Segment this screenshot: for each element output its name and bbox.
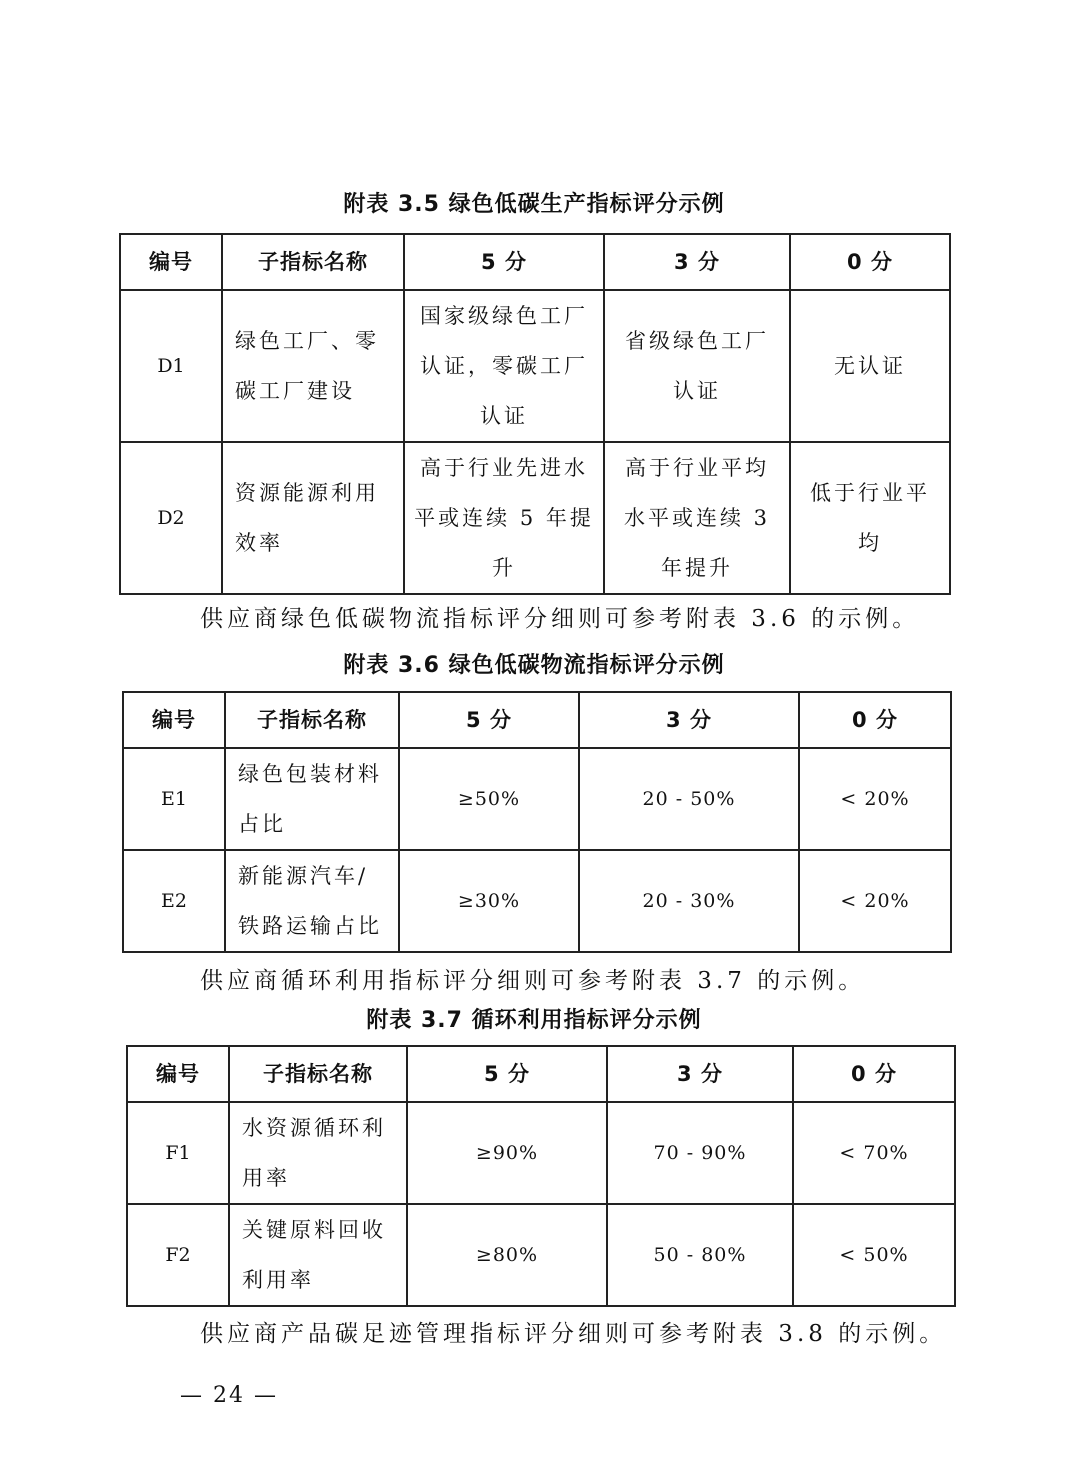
row-name-line: 资源能源利用 bbox=[235, 481, 379, 505]
row-score-3 bbox=[604, 442, 790, 594]
header-score-5: 5 分 bbox=[399, 692, 579, 748]
row-name-line: 占比 bbox=[238, 812, 286, 836]
row-score-0: < 50% bbox=[793, 1204, 955, 1306]
header-score-5: 5 分 bbox=[407, 1046, 607, 1102]
row-name-line: 碳工厂建设 bbox=[235, 379, 355, 403]
row-score-5 bbox=[404, 442, 604, 594]
row-score-5: ≥30% bbox=[399, 850, 579, 952]
cell-line: 高于行业先进水 bbox=[420, 456, 588, 480]
table-row bbox=[127, 1102, 955, 1204]
row-name-line: 关键原料回收 bbox=[242, 1218, 386, 1242]
table-3-5 bbox=[119, 233, 951, 595]
row-name bbox=[225, 850, 399, 952]
row-score-0: < 70% bbox=[793, 1102, 955, 1204]
row-code: E2 bbox=[123, 850, 225, 952]
row-score-5 bbox=[404, 290, 604, 442]
header-score-5: 5 分 bbox=[404, 234, 604, 290]
table-3-7-caption: 附表 3.7 循环利用指标评分示例 bbox=[366, 1008, 702, 1033]
cell-line: 省级绿色工厂 bbox=[625, 329, 769, 353]
row-score-5: ≥90% bbox=[407, 1102, 607, 1204]
row-score-3: 20 - 50% bbox=[579, 748, 799, 850]
row-name-line: 用率 bbox=[242, 1166, 290, 1190]
header-code: 编号 bbox=[123, 692, 225, 748]
table-3-5-caption: 附表 3.5 绿色低碳生产指标评分示例 bbox=[343, 192, 725, 217]
row-score-3 bbox=[604, 290, 790, 442]
cell-line: 认证，零碳工厂 bbox=[420, 354, 588, 378]
cell-line: 高于行业平均 bbox=[625, 456, 769, 480]
header-code: 编号 bbox=[120, 234, 222, 290]
cell-line: 升 bbox=[492, 556, 516, 580]
row-code: F1 bbox=[127, 1102, 229, 1204]
header-score-0: 0 分 bbox=[793, 1046, 955, 1102]
row-name-line: 铁路运输占比 bbox=[238, 914, 382, 938]
table-3-6 bbox=[122, 691, 952, 953]
header-score-3: 3 分 bbox=[604, 234, 790, 290]
cell-line: 认证 bbox=[673, 379, 721, 403]
cell-line: 水平或连续 3 bbox=[623, 506, 771, 530]
page-number: — 24 — bbox=[180, 1383, 278, 1408]
row-name bbox=[222, 290, 404, 442]
table-header-row bbox=[123, 692, 951, 748]
row-score-5: ≥80% bbox=[407, 1204, 607, 1306]
row-score-0: < 20% bbox=[799, 748, 951, 850]
cell-line: 均 bbox=[858, 531, 882, 555]
row-name bbox=[229, 1204, 407, 1306]
table-row bbox=[127, 1204, 955, 1306]
table-header-row bbox=[120, 234, 950, 290]
row-name-line: 绿色包装材料 bbox=[238, 762, 382, 786]
row-code: D2 bbox=[120, 442, 222, 594]
row-name-line: 利用率 bbox=[242, 1268, 314, 1292]
header-score-0: 0 分 bbox=[799, 692, 951, 748]
paragraph-logistics-reference: 供应商绿色低碳物流指标评分细则可参考附表 3.6 的示例。 bbox=[200, 606, 920, 632]
row-name bbox=[222, 442, 404, 594]
row-score-0 bbox=[790, 290, 950, 442]
row-score-3: 20 - 30% bbox=[579, 850, 799, 952]
table-row bbox=[120, 442, 950, 594]
header-subindicator-name: 子指标名称 bbox=[229, 1046, 407, 1102]
row-name-line: 新能源汽车/ bbox=[238, 864, 369, 888]
row-code: D1 bbox=[120, 290, 222, 442]
header-subindicator-name: 子指标名称 bbox=[222, 234, 404, 290]
row-code: E1 bbox=[123, 748, 225, 850]
cell-line: 年提升 bbox=[661, 556, 733, 580]
table-row bbox=[120, 290, 950, 442]
cell-line: 平或连续 5 年提 bbox=[414, 506, 594, 530]
row-name-line: 水资源循环利 bbox=[242, 1116, 386, 1140]
paragraph-recycling-reference: 供应商循环利用指标评分细则可参考附表 3.7 的示例。 bbox=[200, 968, 866, 994]
row-score-3: 70 - 90% bbox=[607, 1102, 793, 1204]
row-name bbox=[225, 748, 399, 850]
row-name-line: 绿色工厂、零 bbox=[235, 329, 379, 353]
cell-line: 无认证 bbox=[834, 354, 906, 378]
row-score-3: 50 - 80% bbox=[607, 1204, 793, 1306]
cell-line: 认证 bbox=[480, 404, 528, 428]
row-name-line: 效率 bbox=[235, 531, 283, 555]
row-score-0: < 20% bbox=[799, 850, 951, 952]
table-header-row bbox=[127, 1046, 955, 1102]
row-name bbox=[229, 1102, 407, 1204]
row-score-5: ≥50% bbox=[399, 748, 579, 850]
table-3-6-caption: 附表 3.6 绿色低碳物流指标评分示例 bbox=[343, 653, 725, 678]
table-row bbox=[123, 748, 951, 850]
header-subindicator-name: 子指标名称 bbox=[225, 692, 399, 748]
header-code: 编号 bbox=[127, 1046, 229, 1102]
cell-line: 低于行业平 bbox=[810, 481, 930, 505]
row-score-0 bbox=[790, 442, 950, 594]
header-score-0: 0 分 bbox=[790, 234, 950, 290]
row-code: F2 bbox=[127, 1204, 229, 1306]
cell-line: 国家级绿色工厂 bbox=[420, 304, 588, 328]
header-score-3: 3 分 bbox=[607, 1046, 793, 1102]
paragraph-carbon-footprint-reference: 供应商产品碳足迹管理指标评分细则可参考附表 3.8 的示例。 bbox=[200, 1321, 947, 1347]
header-score-3: 3 分 bbox=[579, 692, 799, 748]
table-row bbox=[123, 850, 951, 952]
table-3-7 bbox=[126, 1045, 956, 1307]
